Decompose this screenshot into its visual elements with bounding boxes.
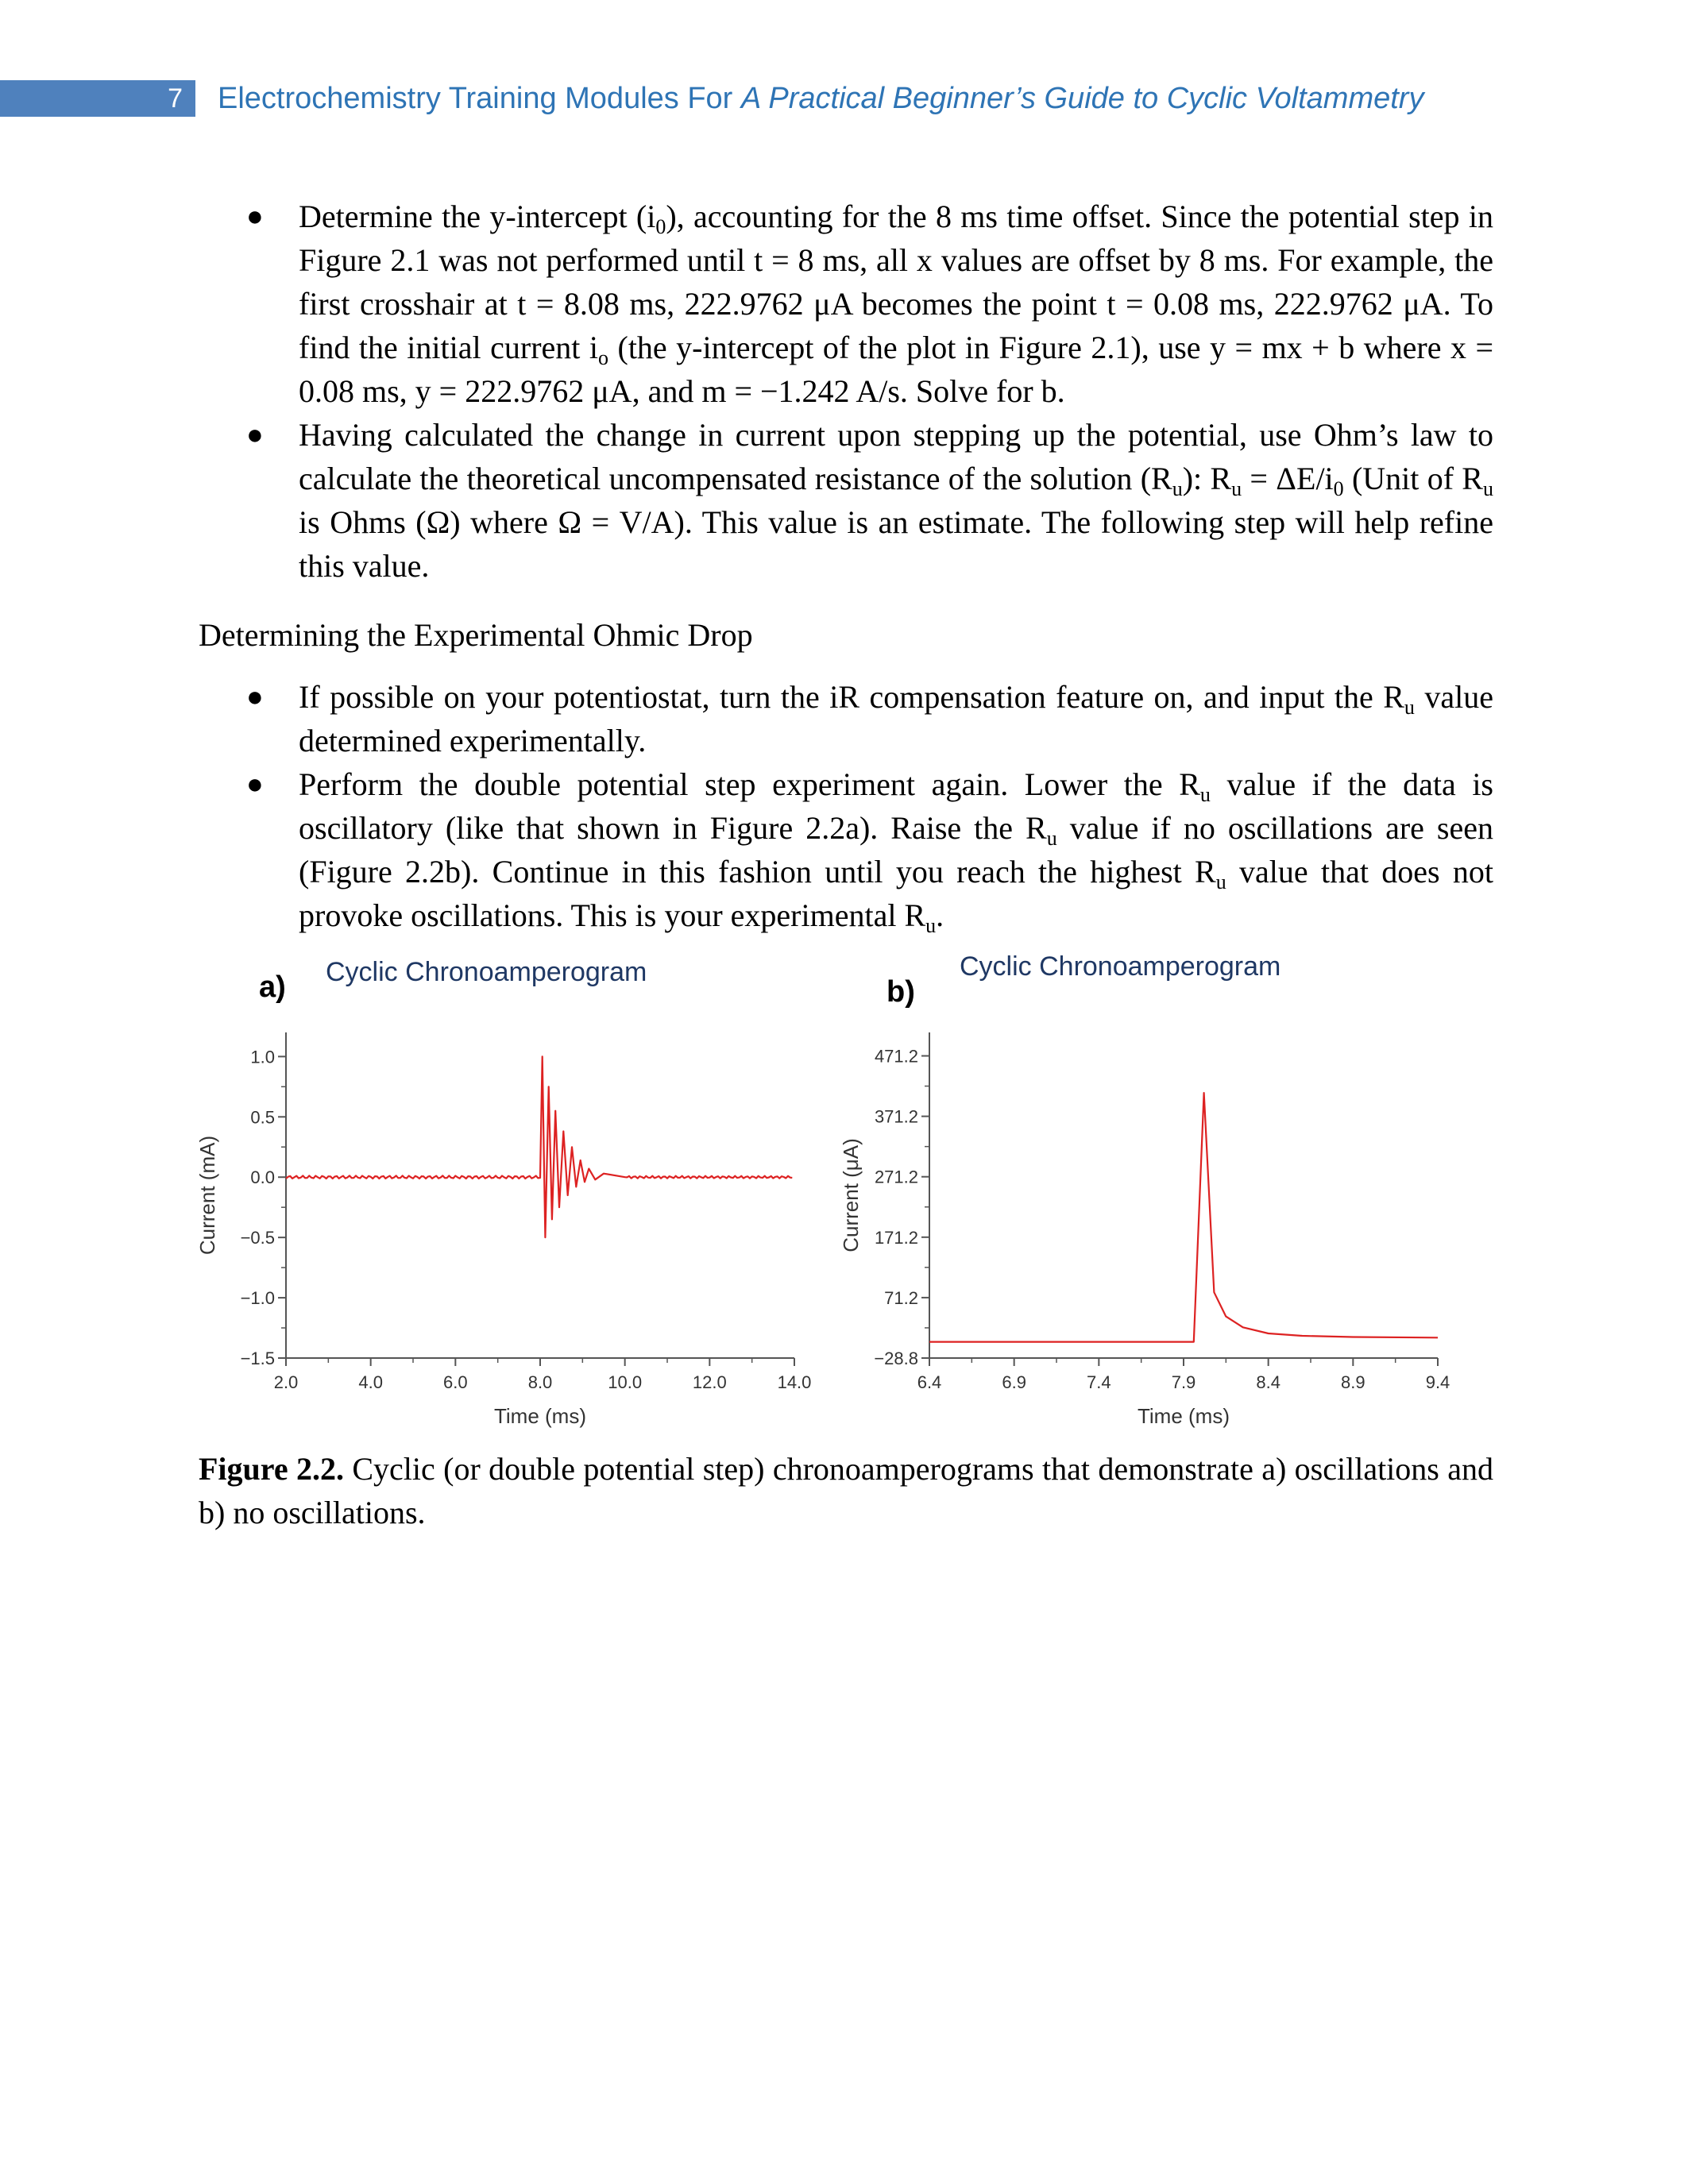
x-tick-label: 6.0 [443,1372,468,1392]
text: value determined experimentally. [299,679,1493,758]
x-tick-label: 6.4 [917,1372,942,1392]
text: value that does not provoke oscillations. This is your experimental R [299,854,1493,933]
x-tick-label: 7.4 [1087,1372,1111,1392]
x-axis-label: Time (ms) [493,1404,587,1428]
x-tick-label: 8.4 [1256,1372,1280,1392]
text: If possible on your potentiostat, turn the iR compensation feature on, and input the R [299,679,1404,715]
text: = ΔE/i [1242,461,1334,496]
subscript: u [1404,696,1415,719]
caption-text: Cyclic (or double potential step) chronoamperograms that demonstrate a) oscillations and b) no oscillations. [199,1451,1493,1530]
subscript: u [1231,477,1242,500]
x-tick-label: 8.9 [1341,1372,1365,1392]
text: value if no oscillations are seen (Figure 2.2b). Continue in this fashion until you reach the highest R [299,810,1493,889]
bullet-icon: ● [246,681,264,712]
y-axis-label: Current (μA) [839,1138,863,1252]
subscript: u [1483,477,1493,500]
text: value if the data is oscillatory (like that shown in Figure 2.2a). Raise the R [299,766,1493,846]
y-axis-label: Current (mA) [195,1135,219,1256]
y-tick-label: 0.5 [250,1107,275,1128]
y-tick-label: −1.5 [240,1349,275,1368]
x-tick-label: 12.0 [692,1372,727,1392]
y-tick-label: −0.5 [240,1228,275,1248]
chart-title: Cyclic Chronoamperogram [326,957,647,987]
x-tick-label: 4.0 [358,1372,383,1392]
subscript: 0 [1333,477,1344,500]
text: Having calculated the change in current upon stepping up the potential, use Ohm’s law to calculate the theoretical uncompensated resistance of the solution (R [299,417,1493,496]
subscript: o [598,346,608,369]
x-tick-label: 10.0 [608,1372,643,1392]
y-tick-label: 171.2 [874,1227,918,1248]
header-title-italic: A Practical Beginner’s Guide to Cyclic Voltammetry [740,82,1424,115]
figure-label-b: b) [886,975,915,1009]
subscript: u [1199,783,1211,806]
section-heading: Determining the Experimental Ohmic Drop [199,617,753,653]
y-tick-label: 1.0 [250,1047,275,1067]
text: Perform the double potential step experiment again. Lower the R [299,766,1200,802]
y-tick-label: 271.2 [874,1167,918,1187]
x-tick-label: 2.0 [273,1372,299,1392]
subscript: 0 [655,215,666,238]
data-series-line [929,1093,1438,1342]
x-tick-label: 7.9 [1171,1372,1196,1392]
text: ): R [1182,461,1232,496]
chart-title: Cyclic Chronoamperogram [960,951,1281,982]
x-tick-label: 14.0 [777,1372,812,1392]
text: is Ohms (Ω) where Ω = V/A). This value is an estimate. The following step will help refine this value. [299,504,1493,584]
x-tick-label: 6.9 [1002,1372,1026,1392]
text: Determine the y-intercept (i [299,199,656,234]
bullet-icon: ● [246,768,264,800]
header-title-plain: Electrochemistry Training Modules For [218,82,741,115]
bullet-icon: ● [246,419,264,450]
y-tick-label: −1.0 [240,1288,275,1309]
y-tick-label: 0.0 [250,1167,275,1188]
bullet-icon: ● [246,200,264,232]
subscript: u [1172,477,1183,500]
y-tick-label: −28.8 [874,1349,918,1368]
figure-caption [199,1447,1493,1534]
text: (Unit of R [1343,461,1483,496]
x-axis-label: Time (ms) [1137,1404,1230,1428]
page-number: 7 [168,83,183,114]
text: . [936,897,944,933]
subscript: u [925,914,937,937]
y-tick-label: 71.2 [884,1287,918,1308]
text: ), accounting for the 8 ms time offset. Since the potential step in Figure 2.1 was not performed until t = 8 ms, all x values are offset by 8 ms. For example, the first crosshair at t = 8.08 ms, 222.9762 μA becomes the point t = 0.08 ms, 222.9762 μA. To find the initial current i [299,199,1493,365]
text: (the y-intercept of the plot in Figure 2.1), use y = mx + b where x = 0.08 ms, y = 222.9762 μA, and m = −1.242 A/s. Solve for b. [299,330,1493,409]
subscript: u [1215,870,1226,893]
data-series-line [286,1056,792,1237]
figure-label-a: a) [259,970,286,1004]
y-tick-label: 371.2 [874,1106,918,1127]
y-tick-label: 471.2 [874,1046,918,1067]
x-tick-label: 9.4 [1425,1372,1450,1392]
x-tick-label: 8.0 [527,1372,553,1392]
subscript: u [1046,827,1057,850]
caption-label: Figure 2.2. [199,1451,344,1487]
